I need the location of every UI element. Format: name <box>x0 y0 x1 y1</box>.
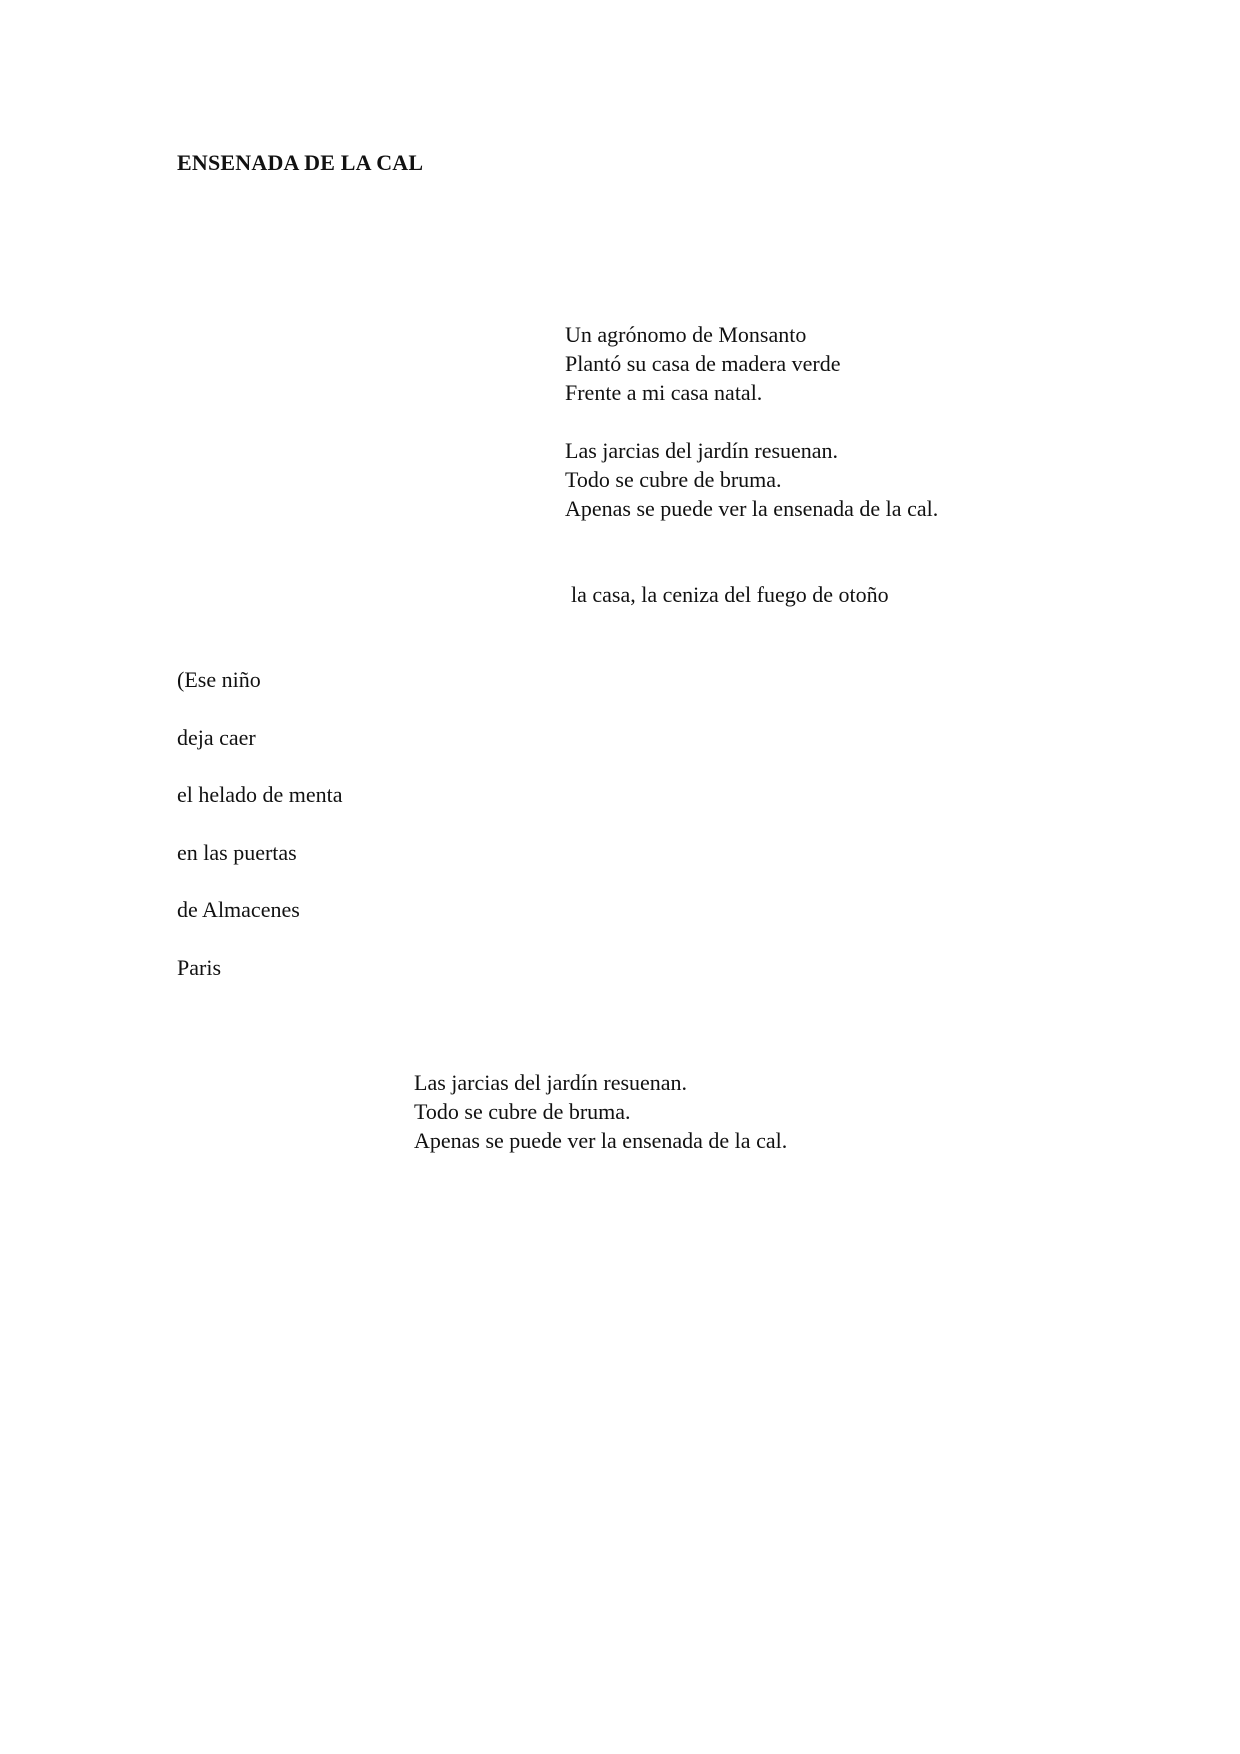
verse-line: Las jarcias del jardín resuenan. <box>414 1070 688 1095</box>
stanza-1 <box>565 320 841 407</box>
verse-line: (Ese niño <box>177 667 261 692</box>
verse-line: Paris <box>177 954 221 980</box>
verse-line: Todo se cubre de bruma. <box>565 467 782 492</box>
verse-line: Apenas se puede ver la ensenada de la cal. <box>565 496 939 521</box>
stanza-5 <box>414 1068 787 1155</box>
stanza-3 <box>571 580 889 609</box>
verse-line: el helado de menta <box>177 782 343 807</box>
verse-line: la casa, la ceniza del fuego de otoño <box>571 582 889 607</box>
stanza-4 <box>177 665 343 1010</box>
verse-line: Las jarcias del jardín resuenan. <box>565 438 839 463</box>
verse-line: en las puertas <box>177 839 297 865</box>
poem-title: ENSENADA DE LA CAL <box>177 150 424 175</box>
verse-line: Frente a mi casa natal. <box>565 380 763 405</box>
verse-line: deja caer <box>177 724 256 750</box>
verse-line: Un agrónomo de Monsanto <box>565 322 807 347</box>
verse-line: Plantó su casa de madera verde <box>565 351 841 376</box>
verse-line: Apenas se puede ver la ensenada de la cal. <box>414 1128 788 1153</box>
stanza-2 <box>565 436 938 523</box>
verse-line: Todo se cubre de bruma. <box>414 1099 631 1124</box>
verse-line: de Almacenes <box>177 897 300 922</box>
